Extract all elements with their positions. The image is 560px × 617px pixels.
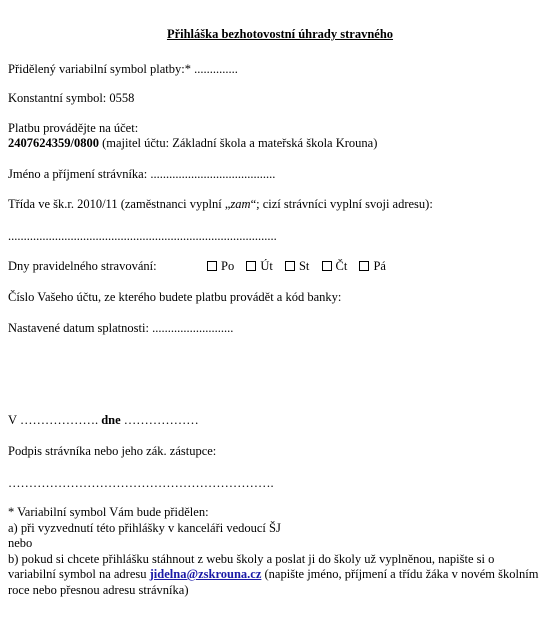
checkbox-icon[interactable] xyxy=(322,261,332,271)
days-label: Dny pravidelného stravování: xyxy=(8,259,157,273)
day-checkbox-ct[interactable] xyxy=(322,259,348,274)
footnote-line-5 xyxy=(8,567,556,583)
class-label-pre: Třída ve šk.r. 2010/11 (zaměstnanci vyplní „ xyxy=(8,197,231,211)
payment-account-number: 2407624359/0800 xyxy=(8,136,99,150)
email-link[interactable]: jidelna@zskrouna.cz xyxy=(149,567,262,581)
footnote-line-5-a: variabilní symbol na adresu xyxy=(8,567,150,581)
variable-symbol-label: Přidělený variabilní symbol platby:* xyxy=(8,62,191,76)
date-field[interactable]: ……………… xyxy=(123,413,199,427)
class-row xyxy=(8,197,433,212)
place-prefix: V xyxy=(8,413,17,427)
form-title: Přihláška bezhotovostní úhrady stravného xyxy=(166,27,394,41)
day-checkbox-po[interactable] xyxy=(207,259,234,274)
name-label: Jméno a příjmení strávníka: xyxy=(8,167,148,181)
day-checkbox-ut[interactable] xyxy=(246,259,273,274)
footnote-line-5-b: (napište jméno, příjmení a třídu žáka v novém školním xyxy=(261,567,539,581)
variable-symbol-row xyxy=(8,62,238,77)
constant-symbol-label: Konstantní symbol: xyxy=(8,91,107,105)
due-date-label: Nastavené datum splatnosti: xyxy=(8,321,149,335)
footnote-line-2: a) při vyzvednutí této přihlášky v kanceláři vedoucí ŠJ xyxy=(8,520,281,535)
day-label: Čt xyxy=(335,259,348,273)
signature-field[interactable]: ………………………………………………………. xyxy=(8,476,274,490)
day-checkbox-st[interactable] xyxy=(285,259,309,274)
place-field[interactable]: ………………. xyxy=(16,413,99,427)
day-checkbox-pa[interactable] xyxy=(359,259,386,274)
checkbox-icon[interactable] xyxy=(359,261,369,271)
variable-symbol-value[interactable]: .............. xyxy=(194,62,238,76)
footnote-line-1: * Variabilní symbol Vám bude přidělen: xyxy=(8,505,209,519)
checkbox-icon[interactable] xyxy=(246,261,256,271)
constant-symbol-value: 0558 xyxy=(109,91,135,105)
name-row xyxy=(8,167,275,182)
checkbox-icon[interactable] xyxy=(207,261,217,271)
checkbox-icon[interactable] xyxy=(285,261,295,271)
due-date-field[interactable]: .......................... xyxy=(152,321,234,335)
constant-symbol-row xyxy=(8,91,134,106)
class-label-zam: zam xyxy=(230,197,251,211)
signature-label: Podpis strávníka nebo jeho zák. zástupce: xyxy=(8,444,217,458)
footnote-line-6: roce nebo přesnou adresu strávníka) xyxy=(8,582,189,597)
payment-label: Platbu provádějte na účet: xyxy=(8,121,139,135)
days-checkbox-group xyxy=(207,259,395,274)
place-date-row xyxy=(8,413,199,428)
day-label: Pá xyxy=(373,259,386,273)
day-label: St xyxy=(298,259,310,273)
bank-account-label: Číslo Vašeho účtu, ze kterého budete platbu provádět a kód banky: xyxy=(8,290,342,304)
class-field[interactable]: ...................................................................................... xyxy=(8,229,277,243)
payment-account-row xyxy=(8,136,377,151)
footnote-line-4: b) pokud si chcete přihlášku stáhnout z webu školy a poslat ji do školy už vyplněnou, napište si o xyxy=(8,551,495,566)
footnote-line-3: nebo xyxy=(8,536,33,550)
due-date-row xyxy=(8,321,233,336)
day-label: Po xyxy=(221,259,235,273)
payment-account-owner: (majitel účtu: Základní škola a mateřská škola Krouna) xyxy=(98,136,378,150)
name-field[interactable]: ........................................ xyxy=(150,167,276,181)
date-dne-label: dne xyxy=(98,413,124,427)
footnote xyxy=(8,505,556,598)
day-label: Út xyxy=(260,259,273,273)
class-label-post: “; cizí strávníci vyplní svoji adresu): xyxy=(250,197,433,211)
